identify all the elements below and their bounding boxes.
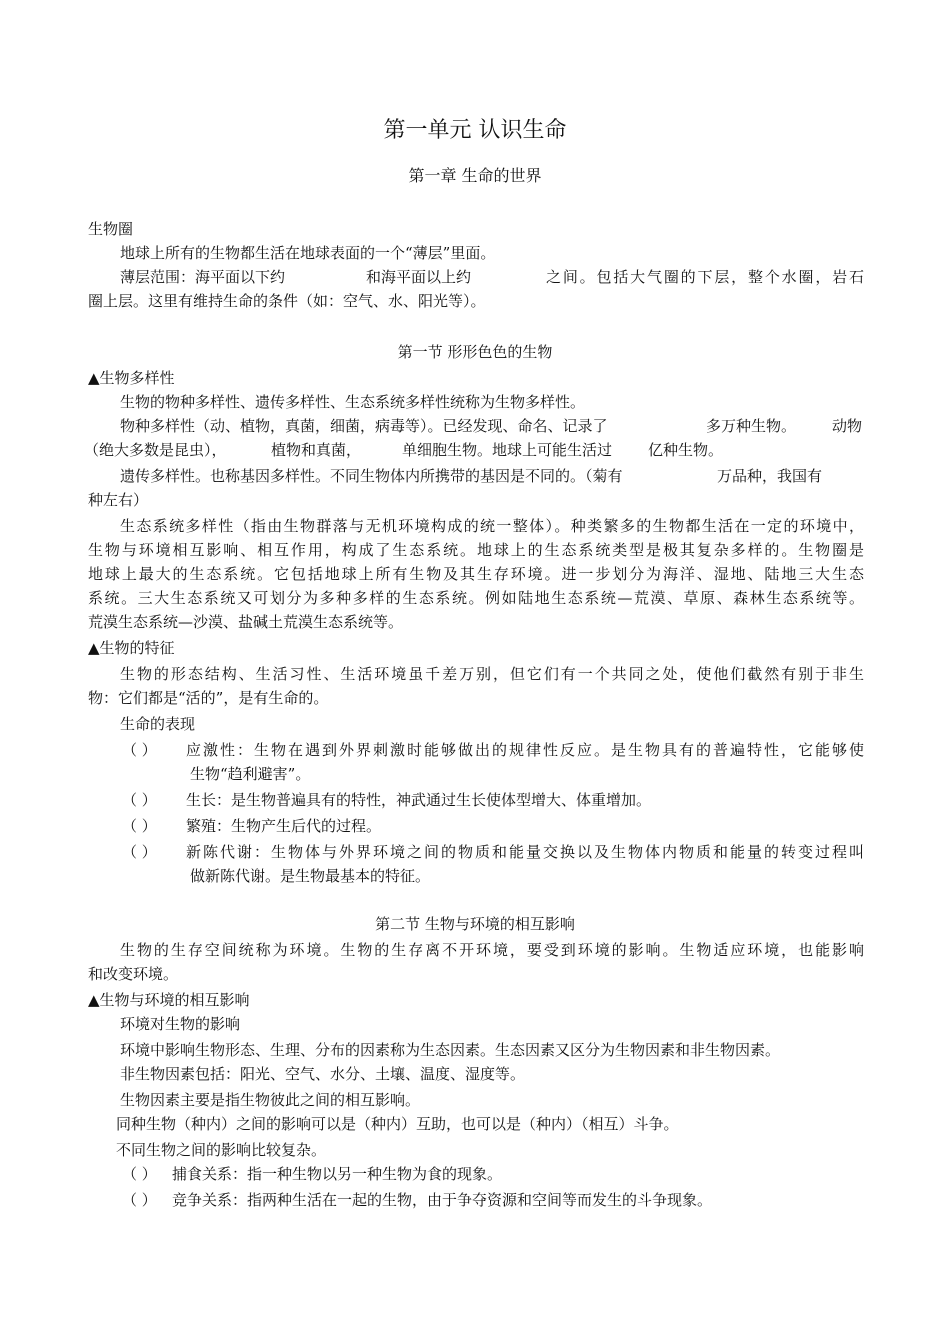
section-2-title: 第二节 生物与环境的相互影响 [375, 915, 575, 933]
list-item-text: 竞争关系：指两种生活在一起的生物，由于争夺资源和空间等而发生的斗争现象。 [172, 1191, 713, 1209]
ecosystem-line-5: 荒漠生态系统—沙漠、盐碱土荒漠生态系统等。 [88, 613, 404, 631]
species-diversity-e: 植物和真菌， [271, 441, 362, 459]
life-expressions-heading: 生命的表现 [120, 715, 196, 733]
list-item-text: 生长：是生物普遍具有的特性，神武通过生长使体型增大、体重增加。 [186, 791, 652, 809]
abiotic-factors-line: 非生物因素包括：阳光、空气、水分、土壤、温度、湿度等。 [120, 1065, 526, 1083]
list-item-text: 新陈代谢：生物体与外界环境之间的物质和能量交换以及生物体内物质和能量的转变过程叫 [186, 843, 864, 861]
biosphere-range-c: 之间。包括大气圈的下层，整个水圈，岩石 [546, 268, 864, 286]
biotic-factors-line: 生物因素主要是指生物彼此之间的相互影响。 [120, 1091, 421, 1109]
list-item-bracket: （ ） [122, 1191, 157, 1209]
ecological-factors-line: 环境中影响生物形态、生理、分布的因素称为生态因素。生态因素又区分为生物因素和非生物因素。 [120, 1041, 781, 1059]
ecosystem-line-4: 系统。三大生态系统又可划分为多种多样的生态系统。例如陆地生态系统—荒漠、草原、森林生态系统等。 [88, 589, 864, 607]
intraspecific-line: 同种生物（种内）之间的影响可以是（种内）互助，也可以是（种内）（相互）斗争。 [116, 1115, 679, 1133]
section-1-title: 第一节 形形色色的生物 [397, 343, 553, 361]
list-item-bracket: （ ） [122, 741, 157, 759]
species-diversity-f: 单细胞生物。地球上可能生活过 [402, 441, 613, 459]
species-diversity-b: 多万种生物。 [706, 417, 797, 435]
list-item-text: 繁殖：生物产生后代的过程。 [186, 817, 382, 835]
list-item-text: 捕食关系：指一种生物以另一种生物为食的现象。 [172, 1165, 503, 1183]
diversity-line-1: 生物的物种多样性、遗传多样性、生态系统多样性统称为生物多样性。 [120, 393, 586, 411]
environment-line-2: 和改变环境。 [88, 965, 179, 983]
species-diversity-c: 动物 [832, 417, 863, 435]
list-item-bracket: （ ） [122, 843, 157, 861]
unit-title: 第一单元 认识生命 [383, 118, 567, 143]
biosphere-range-d: 圈上层。这里有维持生命的条件（如：空气、水、阳光等）。 [88, 292, 486, 310]
diversity-heading: ▲生物多样性 [88, 369, 175, 387]
species-diversity-d: （绝大多数是昆虫）， [84, 441, 227, 459]
ecosystem-line-3: 地球上最大的生态系统。它包括地球上所有生物及其生存环境。进一步划分为海洋、湿地、陆地三大生态 [88, 565, 864, 583]
biosphere-heading: 生物圈 [88, 220, 134, 238]
list-item-continuation: 做新陈代谢。是生物最基本的特征。 [190, 867, 431, 885]
list-item-bracket: （ ） [122, 817, 157, 835]
features-heading: ▲生物的特征 [88, 639, 175, 657]
list-item-bracket: （ ） [122, 791, 157, 809]
biosphere-paragraph-1: 地球上所有的生物都生活在地球表面的一个“薄层”里面。 [120, 244, 496, 262]
species-diversity-g: 亿种生物。 [648, 441, 724, 459]
list-item-continuation: 生物“趋利避害”。 [190, 765, 311, 783]
features-line-2: 物：它们都是“活的”，是有生命的。 [88, 689, 329, 707]
biosphere-range-b: 和海平面以上约 [366, 268, 472, 286]
features-line-1: 生物的形态结构、生活习性、生活环境虽千差万别，但它们有一个共同之处，使他们截然有别于非生 [120, 665, 864, 683]
ecosystem-line-1: 生态系统多样性（指由生物群落与无机环境构成的统一整体）。种类繁多的生物都生活在一定的环境中， [120, 517, 864, 535]
environment-line-1: 生物的生存空间统称为环境。生物的生存离不开环境，要受到环境的影响。生物适应环境，也能影响 [120, 941, 864, 959]
interaction-heading: ▲生物与环境的相互影响 [88, 991, 250, 1009]
ecosystem-line-2: 生物与环境相互影响、相互作用，构成了生态系统。地球上的生态系统类型是极其复杂多样的。生物圈是 [88, 541, 864, 559]
chapter-title: 第一章 生命的世界 [408, 166, 542, 185]
species-diversity-a: 物种多样性（动、植物，真菌，细菌，病毒等）。已经发现、命名、记录了 [120, 417, 608, 435]
interspecific-line: 不同生物之间的影响比较复杂。 [116, 1141, 327, 1159]
list-item-text: 应激性：生物在遇到外界刺激时能够做出的规律性反应。是生物具有的普遍特性，它能够使 [186, 741, 864, 759]
genetic-diversity-a: 遗传多样性。也称基因多样性。不同生物体内所携带的基因是不同的。（菊有 [120, 467, 623, 485]
biosphere-range-a: 薄层范围：海平面以下约 [120, 268, 286, 286]
list-item-bracket: （ ） [122, 1165, 157, 1183]
env-effect-heading: 环境对生物的影响 [120, 1015, 241, 1033]
genetic-diversity-b: 万品种，我国有 [717, 467, 823, 485]
genetic-diversity-c: 种左右） [88, 491, 149, 509]
